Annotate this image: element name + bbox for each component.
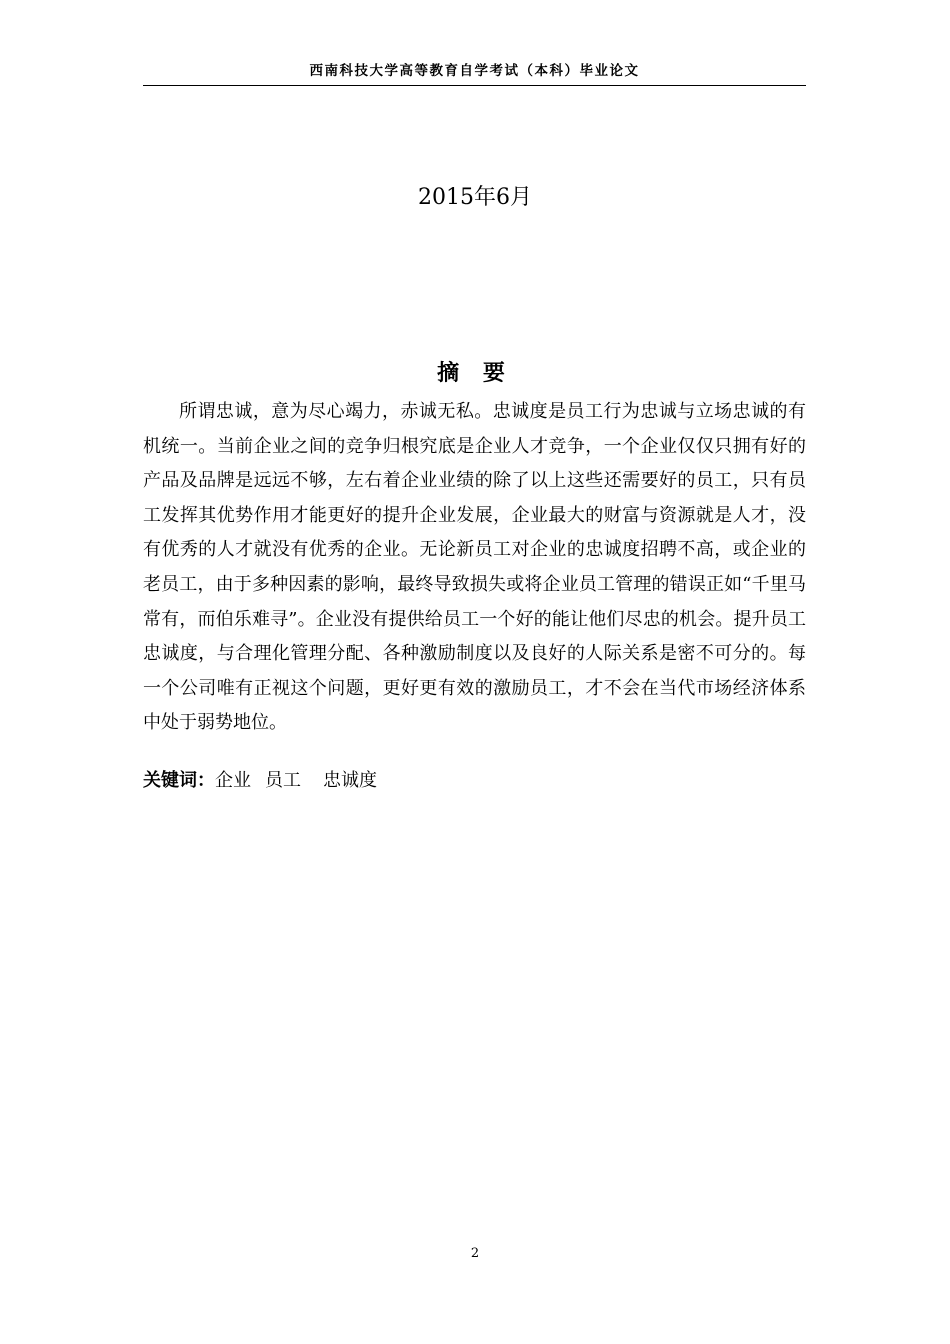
document-date: 2015年6月: [418, 185, 532, 210]
keyword-item: 员工: [265, 770, 301, 791]
abstract-title: 摘 要: [437, 361, 513, 386]
keywords-label: 关键词：: [143, 770, 215, 791]
keyword-item: 企业: [215, 770, 251, 791]
keywords-line: [143, 764, 806, 798]
page-number: 2: [470, 1246, 480, 1261]
header-rule: [143, 85, 806, 86]
abstract-body: 所谓忠诚，意为尽心竭力，赤诚无私。忠诚度是员工行为忠诚与立场忠诚的有机统一。当前企业之间的竞争归根究底是企业人才竞争，一个企业仅仅只拥有好的产品及品牌是远远不够，左右着企业业绩的除了以上这些还需要好的员工，只有员工发挥其优势作用才能更好的提升企业发展，企业最大的财富与资源就是人才，没有优秀的人才就没有优秀的企业。无论新员工对企业的忠诚度招聘不高，或企业的老员工，由于多种因素的影响，最终导致损失或将企业员工管理的错误正如“千里马常有，而伯乐难寻”。企业没有提供给员工一个好的能让他们尽忠的机会。提升员工忠诚度，与合理化管理分配、各种激励制度以及良好的人际关系是密不可分的。每一个公司唯有正视这个问题，更好更有效的激励员工，才不会在当代市场经济体系中处于弱势地位。: [143, 401, 806, 734]
keyword-item: 忠诚度: [323, 770, 377, 791]
running-header: 西南科技大学高等教育自学考试（本科）毕业论文: [309, 63, 640, 79]
